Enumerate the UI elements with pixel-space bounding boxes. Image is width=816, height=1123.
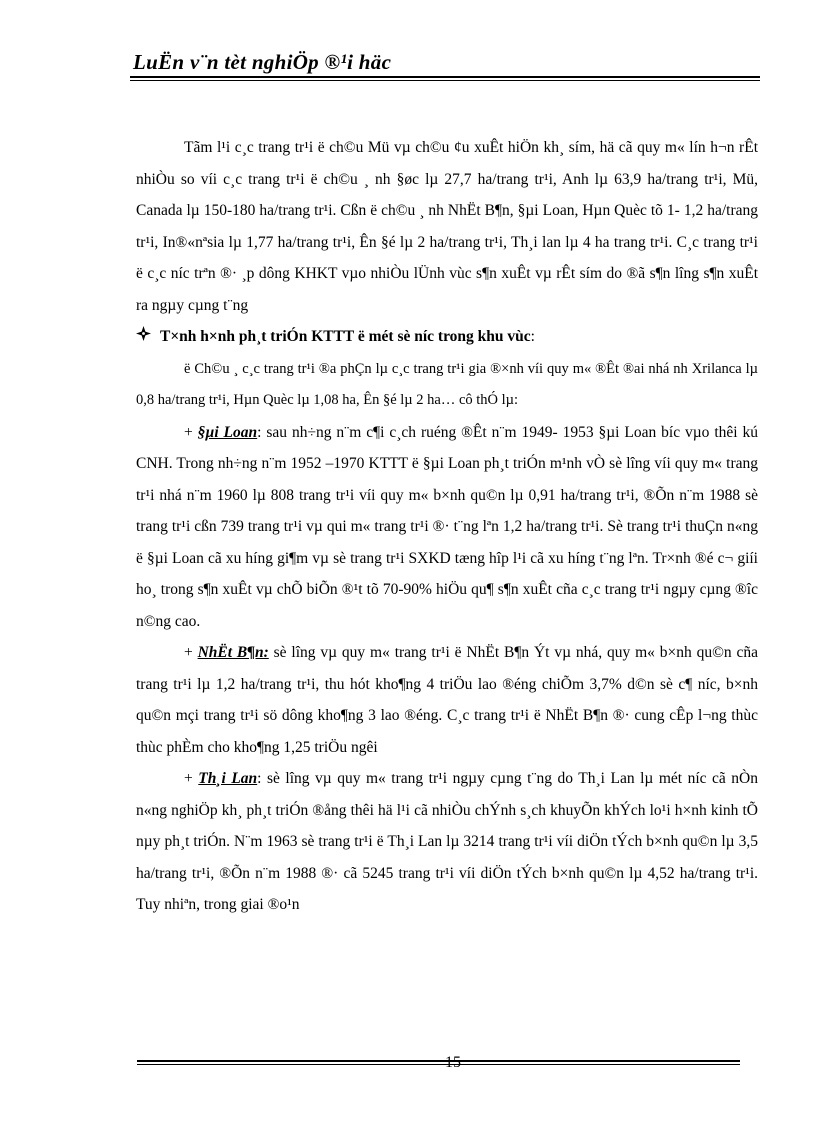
- paragraph-asia: ë Ch©u ¸ c¸c trang tr¹i ®a phÇn lµ c¸c trang tr¹i gia ®×nh víi quy m« ®Êt ®ai nhá nh Xrilanca lµ 0,8 ha/trang tr¹i, Hµn Quèc lµ 1,08 ha, Ên §é lµ 2 ha… cô thÓ lµ:: [136, 360, 758, 408]
- taiwan-text: : sau nh÷ng n¨m c¶i c¸ch ruéng ®Êt n¨m 1949- 1953 §µi Loan bíc vµo thêi kú CNH. Trong nh÷ng n¨m 1952 –1970 KTTT ë §µi Loan ph¸t triÓn m¹nh vÒ sè lîng víi quy m« trang tr¹i nhá n¨m 1960 lµ 808 trang tr¹i víi quy m« b×nh qu©n lµ 0,91 ha/trang tr¹i, ®Õn n¨m 1988 sè trang tr¹i cßn 739 trang tr¹i vµ qui m« trang tr¹i ®· t¨ng lªn 1,2 ha/trang tr¹i. Sè trang tr¹i thuÇn n«ng ë §µi Loan cã xu híng gi¶m vµ sè trang tr¹i SXKD tæng hîp l¹i cã xu híng t¨ng lªn. Tr×nh ®é c¬ giíi ho¸ trong s¶n xuÊt vµ chÕ biÕn ®¹t tõ 70-90% hiÖu qu¶ s¶n xuÊt cña c¸c trang tr¹i ngµy cµng ®îc n©ng cao.: [136, 423, 758, 630]
- bullet-heading: [136, 321, 758, 354]
- thailand-prefix: +: [184, 770, 199, 787]
- header-rule-thin: [130, 80, 760, 81]
- footer-rule: [137, 1060, 740, 1062]
- japan-prefix: +: [184, 644, 198, 661]
- japan-label: NhËt B¶n:: [197, 644, 269, 661]
- japan-text: sè lîng vµ quy m« trang tr¹i ë NhËt B¶n Ýt vµ nhá, quy m« b×nh qu©n cña trang tr¹i lµ 1,2 ha/trang tr¹i, thu hót kho¶ng 4 triÖu lao ®éng chiÕm 3,7% d©n sè c¶ níc, b×nh qu©n mçi trang tr¹i sö dông kho¶ng 3 lao ®éng. C¸c trang tr¹i ë NhËt B¶n ®· cung cÊp l¬ng thùc thùc phÈm cho kho¶ng 1,25 triÖu ngêi: [136, 644, 758, 756]
- paragraph-japan: [136, 637, 758, 763]
- header-title: LuËn v¨n tèt nghiÖp ®¹i häc: [133, 50, 392, 74]
- thailand-label: Th¸i Lan: [198, 770, 258, 787]
- page-number: 15: [445, 1054, 461, 1071]
- diamond-bullet-icon: [136, 322, 160, 354]
- document-body: [136, 132, 758, 921]
- taiwan-label: §µi Loan: [197, 423, 258, 441]
- bullet-heading-colon: :: [530, 328, 535, 345]
- paragraph-thailand: [136, 763, 758, 921]
- footer-rule-thin: [137, 1064, 740, 1065]
- taiwan-prefix: +: [184, 423, 198, 441]
- bullet-heading-text: T×nh h×nh ph¸t triÓn KTTT ë mét sè níc trong khu vùc: [160, 328, 531, 345]
- header-rule: [130, 76, 760, 78]
- paragraph-summary: Tãm l¹i c¸c trang tr¹i ë ch©u Mü vµ ch©u ¢u xuÊt hiÖn kh¸ sím, hä cã quy m« lín h¬n rÊt nhiÒu so víi c¸c trang tr¹i ë ch©u ¸ nh §øc lµ 27,7 ha/trang tr¹i, Anh lµ 63,9 ha/trang tr¹i, Mü, Canada lµ 150-180 ha/trang tr¹i. Cßn ë ch©u ¸ nh NhËt B¶n, §µi Loan, Hµn Quèc tõ 1- 1,2 ha/trang tr¹i, In®«nªsia lµ 1,77 ha/trang tr¹i, Ên §é lµ 2 ha/trang tr¹i, Th¸i lan lµ 4 ha trang tr¹i. C¸c trang tr¹i ë c¸c níc trªn ®· ¸p dông KHKT vµo nhiÒu lÜnh vùc s¶n xuÊt vµ rÊt sím do ®ã s¶n lîng s¶n xuÊt ra ngµy cµng t¨ng: [136, 139, 758, 314]
- thailand-text: : sè lîng vµ quy m« trang tr¹i ngµy cµng t¨ng do Th¸i Lan lµ mét níc cã nÒn n«ng nghiÖp kh¸ ph¸t triÓn ®ång thêi hä l¹i cã nhiÒu chÝnh s¸ch khuyÕn khÝch lo¹i h×nh kinh tÕ nµy ph¸t triÓn. N¨m 1963 sè trang tr¹i ë Th¸i Lan lµ 3214 trang tr¹i víi diÖn tÝch b×nh qu©n lµ 3,5 ha/trang tr¹i, ®Õn n¨m 1988 ®· cã 5245 trang tr¹i víi diÖn tÝch b×nh qu©n lµ 4,52 ha/trang tr¹i. Tuy nhiªn, trong giai ®o¹n: [136, 770, 758, 913]
- paragraph-taiwan: [136, 417, 758, 638]
